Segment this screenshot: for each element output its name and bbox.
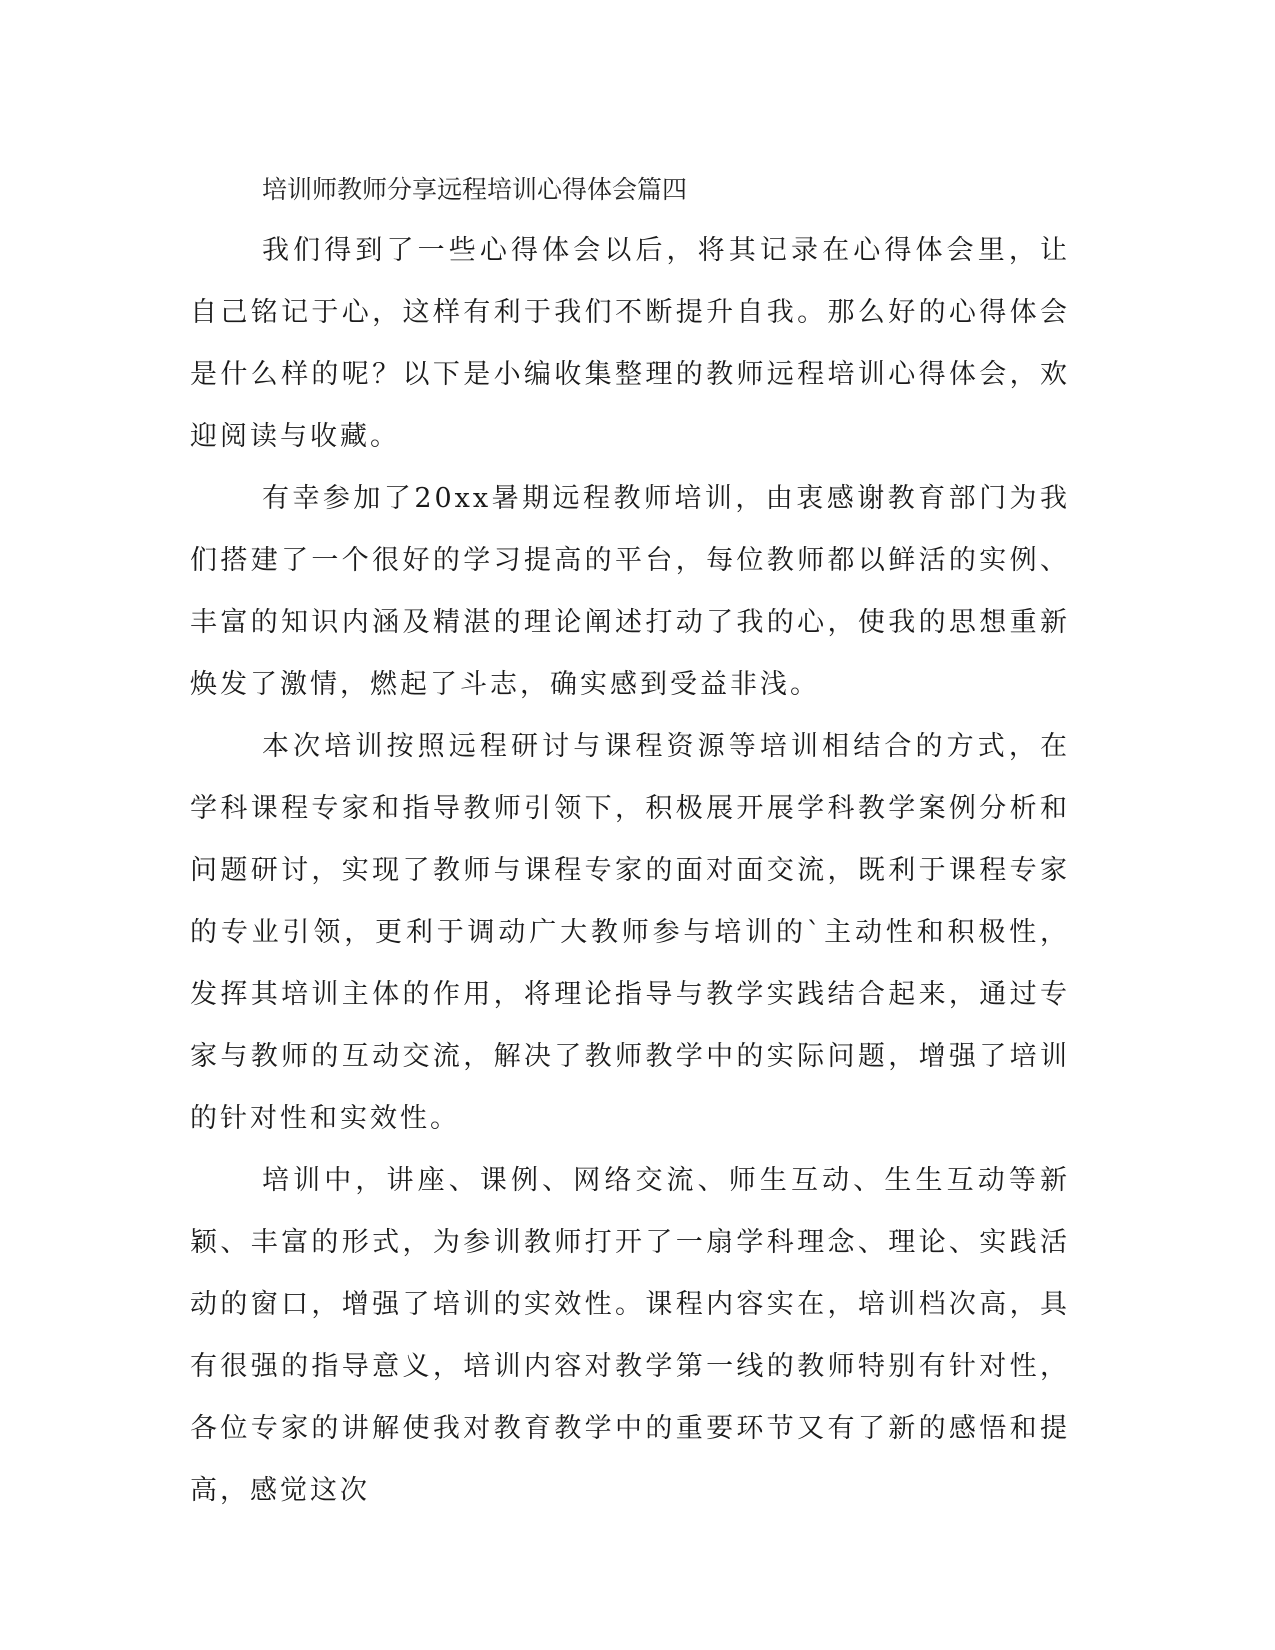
paragraph-intro: 我们得到了一些心得体会以后，将其记录在心得体会里，让自己铭记于心，这样有利于我们不断提升自我。那么好的心得体会是什么样的呢？以下是小编收集整理的教师远程培训心得体会，欢迎阅读与收藏。 bbox=[190, 235, 1070, 452]
paragraph-training-method: 本次培训按照远程研讨与课程资源等培训相结合的方式，在学科课程专家和指导教师引领下，积极展开展学科教学案例分析和问题研讨，实现了教师与课程专家的面对面交流，既利于课程专家的专业引领，更利于调动广大教师参与培训的`主动性和积极性，发挥其培训主体的作用，将理论指导与教学实践结合起来，通过专家与教师的互动交流，解决了教师教学中的实际问题，增强了培训的针对性和实效性。 bbox=[190, 731, 1070, 1134]
document-body bbox=[190, 160, 1070, 1522]
document-title: 培训师教师分享远程培训心得体会篇四 bbox=[262, 175, 688, 204]
paragraph-training-forms: 培训中，讲座、课例、网络交流、师生互动、生生互动等新颖、丰富的形式，为参训教师打开了一扇学科理念、理论、实践活动的窗口，增强了培训的实效性。课程内容实在，培训档次高，具有很强的指导意义，培训内容对教学第一线的教师特别有针对性，各位专家的讲解使我对教育教学中的重要环节又有了新的感悟和提高，感觉这次 bbox=[190, 1165, 1070, 1506]
paragraph-gratitude: 有幸参加了20xx暑期远程教师培训，由衷感谢教育部门为我们搭建了一个很好的学习提高的平台，每位教师都以鲜活的实例、丰富的知识内涵及精湛的理论阐述打动了我的心，使我的思想重新焕发了激情，燃起了斗志，确实感到受益非浅。 bbox=[190, 483, 1070, 700]
